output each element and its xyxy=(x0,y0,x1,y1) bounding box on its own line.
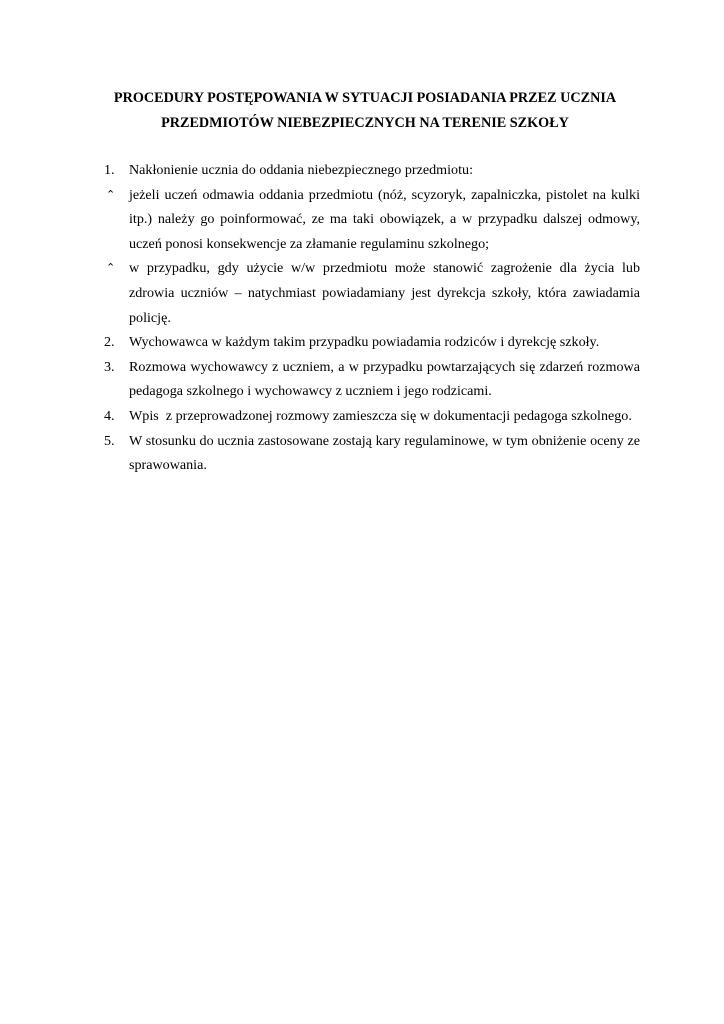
list-item-text: Wychowawca w każdym takim przypadku powiadamia rodziców i dyrekcję szkoły. xyxy=(129,334,600,351)
list-number: 4. xyxy=(104,407,115,424)
up-arrowhead-icon: ⌃ xyxy=(106,187,116,201)
document-title xyxy=(80,86,650,136)
list-subitem-text: jeżeli uczeń odmawia oddania przedmiotu (nóż, scyzoryk, zapalniczka, pistolet na kulki itp.) należy go poinformować, ze ma taki obowiązek, a w przypadku dalszej odmowy, uczeń ponosi konsekwencje za złamanie regulaminu szkolnego; xyxy=(129,186,640,252)
title-line-1: PROCEDURY POSTĘPOWANIA W SYTUACJI POSIADANIA PRZEZ UCZNIA xyxy=(113,90,617,106)
list-number: 5. xyxy=(104,432,115,449)
title-line-2: PRZEDMIOTÓW NIEBEZPIECZNYCH NA TERENIE SZKOŁY xyxy=(161,115,569,131)
list-item-5 xyxy=(104,429,640,478)
list-item-text: W stosunku do ucznia zastosowane zostają kary regulaminowe, w tym obniżenie oceny ze sprawowania. xyxy=(129,432,640,474)
list-item-1 xyxy=(104,158,640,183)
list-subitem-1 xyxy=(104,183,640,257)
up-arrowhead-icon: ⌃ xyxy=(106,261,116,275)
list-item-text: Rozmowa wychowawcy z uczniem, a w przypadku powtarzających się zdarzeń rozmowa pedagoga szkolnego i wychowawcy z uczniem i jego rodzicami. xyxy=(129,358,640,400)
list-number: 1. xyxy=(104,162,115,178)
list-subitem-text: w przypadku, gdy użycie w/w przedmiotu może stanowić zagrożenie dla życia lub zdrowia uczniów – natychmiast powiadamiany jest dyrekcja szkoły, która zawiadamia policję. xyxy=(129,260,640,326)
list-number: 2. xyxy=(104,334,115,351)
list-number: 3. xyxy=(104,358,115,375)
list-item-3 xyxy=(104,355,640,404)
list-subitem-2 xyxy=(104,256,640,330)
list-item-text: Nakłonienie ucznia do oddania niebezpiecznego przedmiotu: xyxy=(129,162,473,178)
list-item-4 xyxy=(104,404,640,429)
list-item-text: Wpis z przeprowadzonej rozmowy zamieszcza się w dokumentacji pedagoga szkolnego. xyxy=(129,407,632,424)
list-item-2 xyxy=(104,330,640,355)
procedure-list xyxy=(104,158,640,478)
